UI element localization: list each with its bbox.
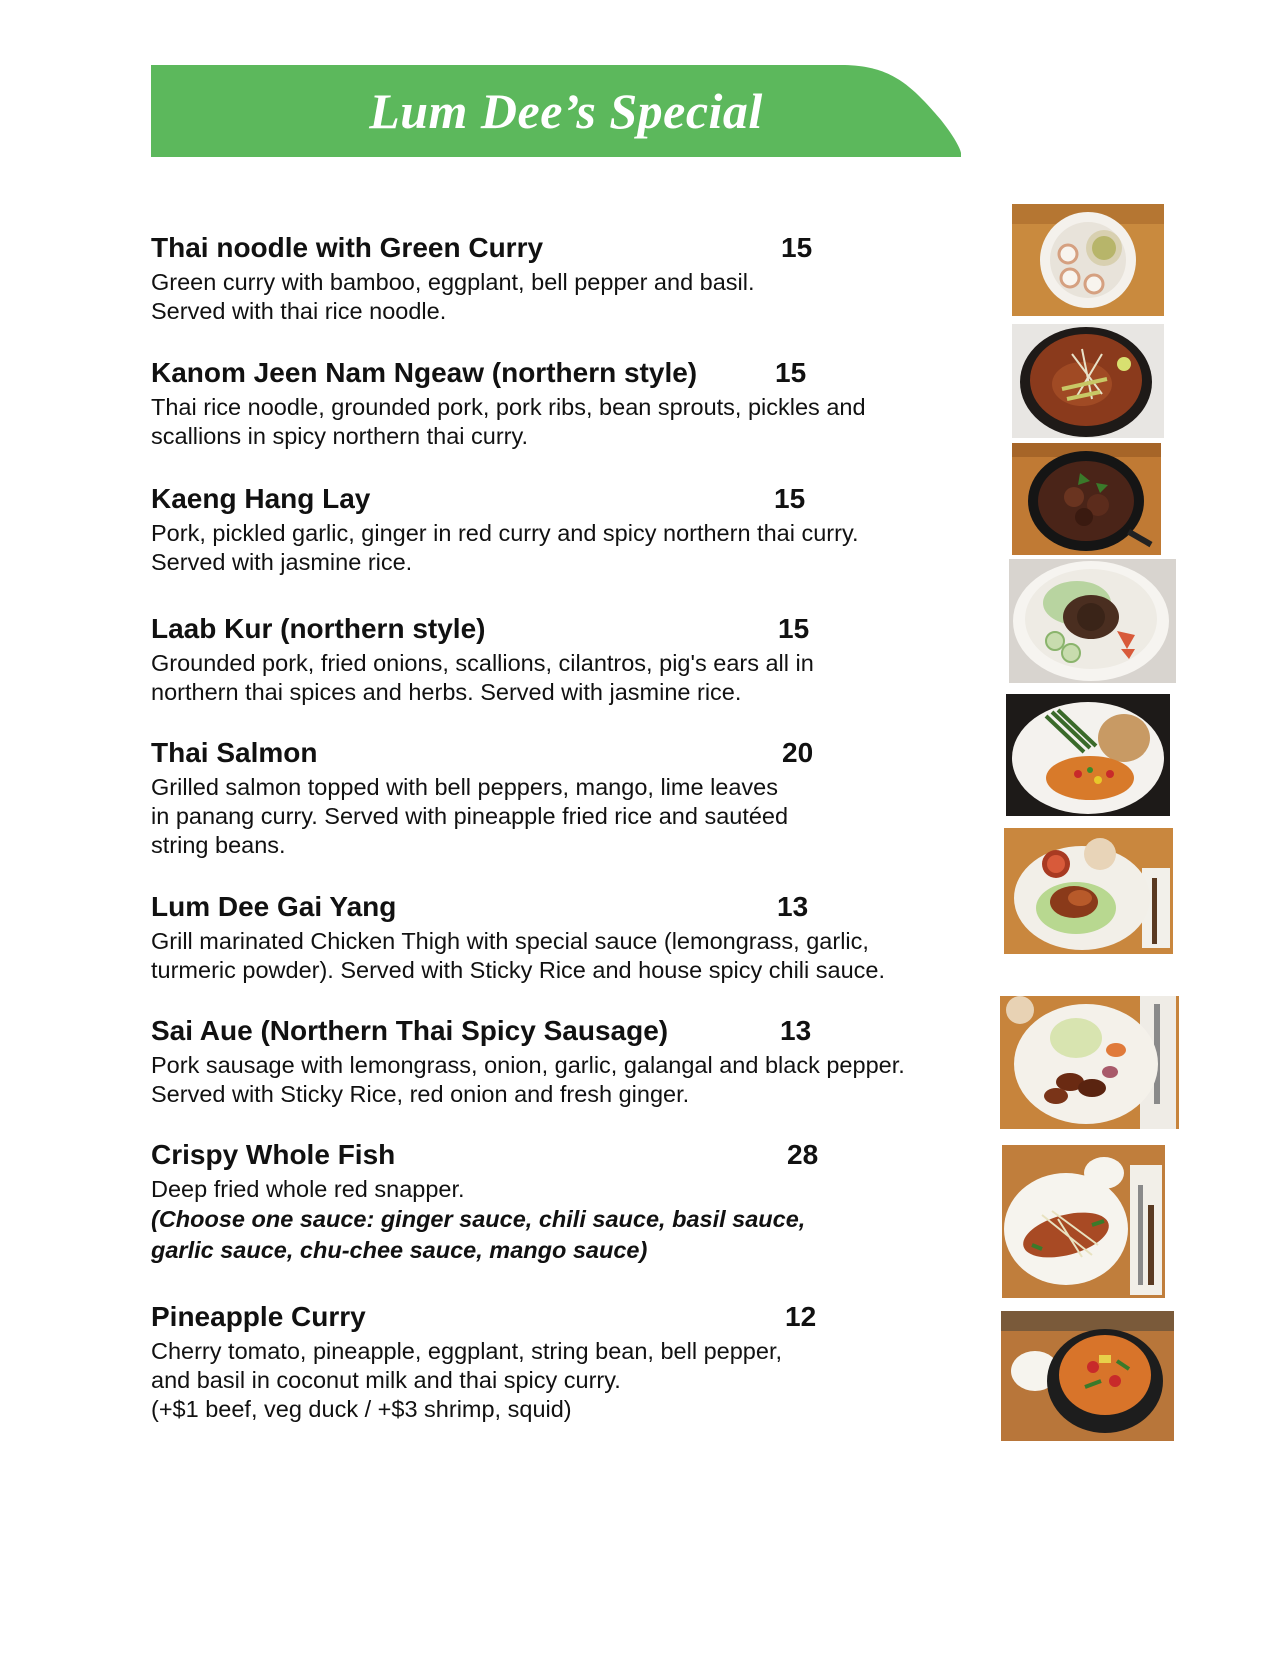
kaeng-hang-lay-photo — [1012, 443, 1161, 555]
item-name: Thai Salmon — [151, 737, 318, 768]
item-name: Thai noodle with Green Curry — [151, 232, 544, 263]
item-description: Pork sausage with lemongrass, onion, garlic, galangal and black pepper. Served with Sticky Rice, red onion and fresh ginger. — [151, 1052, 905, 1107]
item-price: 15 — [778, 613, 810, 644]
item-description: Green curry with bamboo, eggplant, bell pepper and basil. Served with thai rice noodle. — [151, 269, 755, 324]
item-price: 12 — [785, 1301, 817, 1332]
item-price: 13 — [777, 891, 809, 922]
sai-aue-photo — [1000, 996, 1179, 1129]
item-price: 20 — [782, 737, 814, 768]
item-price: 13 — [780, 1015, 812, 1046]
item-name: Kanom Jeen Nam Ngeaw (northern style) — [151, 357, 698, 388]
page-title: Lum Dee’s Special — [369, 83, 763, 139]
item-description: Deep fried whole red snapper. (Choose one sauce: ginger sauce, chili sauce, basil sauce, garlic sauce, chu-chee sauce, mango sauce) — [151, 1175, 805, 1266]
header-banner — [151, 65, 961, 157]
item-price: 15 — [775, 357, 807, 388]
kanom-jeen-photo — [1012, 324, 1164, 438]
item-name: Pineapple Curry — [151, 1301, 366, 1332]
item-price: 15 — [781, 232, 813, 263]
gai-yang-photo — [1004, 828, 1173, 954]
item-description: Grounded pork, fried onions, scallions, cilantros, pig's ears all in northern thai spices and herbs. Served with jasmine rice. — [151, 650, 814, 705]
item-price: 15 — [774, 483, 806, 514]
green-curry-noodle-photo — [1012, 204, 1164, 316]
item-description: Pork, pickled garlic, ginger in red curry and spicy northern thai curry. Served with jasmine rice. — [151, 520, 859, 575]
thai-salmon-photo — [1006, 694, 1170, 816]
item-description: Thai rice noodle, grounded pork, pork ribs, bean sprouts, pickles and scallions in spicy northern thai curry. — [151, 394, 866, 449]
item-name: Lum Dee Gai Yang — [151, 891, 397, 922]
sauce-note: (Choose one sauce: ginger sauce, chili sauce, basil sauce, garlic sauce, chu-chee sauce, mango sauce) — [151, 1206, 806, 1263]
item-name: Sai Aue (Northern Thai Spicy Sausage) — [151, 1015, 669, 1046]
item-description: Grill marinated Chicken Thigh with special sauce (lemongrass, garlic, turmeric powder). Served with Sticky Rice and house spicy chili sauce. — [151, 928, 886, 983]
item-description: Cherry tomato, pineapple, eggplant, string bean, bell pepper, and basil in coconut milk and thai spicy curry. (+$1 beef, veg duck / +$3 shrimp, squid) — [151, 1338, 783, 1422]
crispy-fish-photo — [1002, 1145, 1165, 1298]
item-name: Crispy Whole Fish — [151, 1139, 396, 1170]
item-name: Laab Kur (northern style) — [151, 613, 486, 644]
pineapple-curry-photo — [1001, 1311, 1174, 1441]
item-price: 28 — [787, 1139, 819, 1170]
laab-kur-photo — [1009, 559, 1176, 683]
item-description: Grilled salmon topped with bell peppers, mango, lime leaves in panang curry. Served with pineapple fried rice and sautéed string beans. — [151, 774, 789, 858]
item-name: Kaeng Hang Lay — [151, 483, 371, 514]
